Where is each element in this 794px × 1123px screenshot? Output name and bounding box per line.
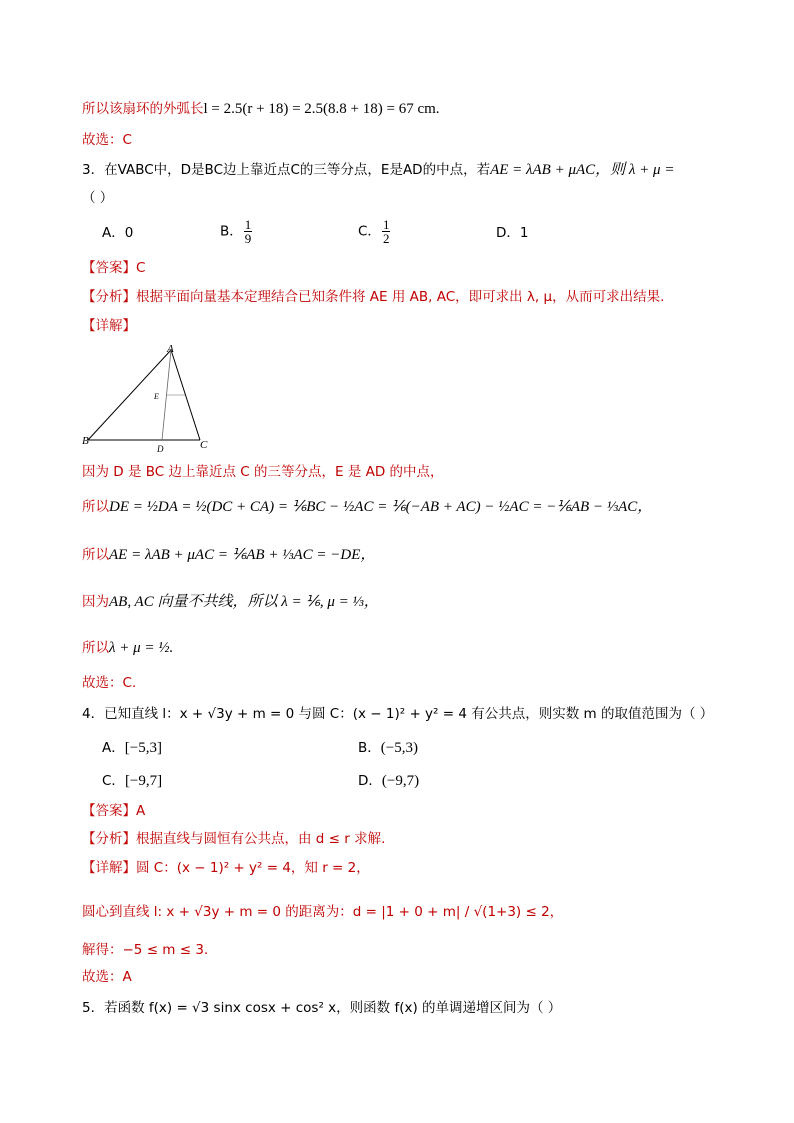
step-prefix: 所以 — [82, 547, 109, 563]
q4-step3: 解得：−5 ≤ m ≤ 3. — [82, 942, 209, 958]
q3-option-b-label: B． — [220, 223, 243, 240]
q3-option-c-frac — [382, 218, 391, 245]
step-prefix: 所以 — [82, 499, 109, 515]
q3-option-b — [220, 218, 253, 245]
q2-arc-length-line — [82, 99, 440, 119]
q3-blank: （ ） — [82, 190, 114, 206]
q3-option-c — [358, 218, 391, 245]
q4-step2: 圆心到直线 l: x + √3y + m = 0 的距离为：d = |1 + 0 + m| / √(1+3) ≤ 2， — [82, 904, 564, 920]
q3-stem-text: 3．在VABC中，D是BC边上靠近点C的三等分点，E是AD的中点，若 — [82, 162, 491, 178]
q3-answer — [82, 258, 145, 278]
answer-tag: 【答案】 — [82, 260, 136, 276]
q3-conclusion: 故选：C. — [82, 675, 137, 691]
q3-option-b-frac — [244, 218, 253, 245]
answer-value: C — [136, 260, 146, 276]
option-value: (−9,7) — [381, 773, 420, 789]
analysis-tag: 【分析】 — [82, 831, 136, 847]
q4-option-b — [358, 738, 418, 758]
label-d: D — [157, 444, 164, 454]
q5-stem: 5．若函数 f(x) = √3 sinx cosx + cos² x，则函数 f(x) 的单调递增区间为（ ） — [82, 1000, 562, 1016]
step-formula: AB, AC 向量不共线，所以 λ = ⅙, μ = ⅓， — [109, 594, 379, 610]
detail-text: 圆 C：(x − 1)² + y² = 4，知 r = 2， — [136, 860, 370, 876]
step-prefix: 所以 — [82, 640, 109, 656]
q2-answer: 故选：C — [82, 132, 132, 148]
q4-analysis — [82, 829, 385, 849]
label-c: C — [200, 439, 208, 451]
detail-tag: 【详解】 — [82, 318, 136, 334]
step-formula: λ + μ = ½. — [109, 640, 174, 656]
option-label: B． — [358, 740, 381, 756]
frac-den: 9 — [244, 231, 252, 246]
q2-formula: l = 2.5(r + 18) = 2.5(8.8 + 18) = 67 cm. — [203, 101, 440, 117]
q4-conclusion: 故选：A — [82, 969, 132, 985]
option-label: C． — [102, 773, 125, 789]
q3-step4 — [82, 592, 379, 612]
q2-text: 所以该扇环的外弧长 — [82, 101, 204, 117]
frac-den: 2 — [382, 231, 390, 246]
frac-num: 1 — [244, 217, 252, 232]
label-e: E — [154, 392, 159, 401]
option-value: [−5,3] — [124, 740, 162, 756]
analysis-text: 根据直线与圆恒有公共点，由 d ≤ r 求解. — [136, 831, 386, 847]
answer-tag: 【答案】 — [82, 803, 136, 819]
q4-option-c — [102, 771, 162, 791]
q3-option-a: A．0 — [102, 225, 134, 241]
q3-step5 — [82, 638, 173, 658]
option-value: [−9,7] — [124, 773, 163, 789]
q3-detail-tag — [82, 316, 136, 336]
q4-option-a — [102, 738, 162, 758]
analysis-tag: 【分析】 — [82, 289, 136, 305]
step-formula: DE = ½DA = ½(DC + CA) = ⅙BC − ½AC = ⅙(−AB + AC) − ½AC = −⅙AB − ⅓AC， — [109, 499, 653, 515]
step-prefix: 因为 — [82, 594, 109, 610]
q3-stem — [82, 160, 674, 180]
q3-step3 — [82, 545, 375, 565]
option-value: (−5,3) — [380, 740, 418, 756]
frac-num: 1 — [382, 217, 390, 232]
q3-option-c-label: C． — [358, 223, 381, 240]
label-a: A — [167, 343, 174, 355]
q3-analysis — [82, 287, 664, 307]
label-b: B — [82, 435, 89, 447]
q4-stem: 4．已知直线 l：x + √3y + m = 0 与圆 C：(x − 1)² + y² = 4 有公共点，则实数 m 的取值范围为（ ） — [82, 706, 714, 722]
q4-answer — [82, 801, 145, 821]
q3-step1: 因为 D 是 BC 边上靠近点 C 的三等分点，E 是 AD 的中点， — [82, 464, 444, 480]
step-formula: AE = λAB + μAC = ⅙AB + ⅓AC = −DE， — [109, 547, 376, 563]
q4-detail — [82, 858, 370, 878]
q3-option-d: D．1 — [496, 225, 529, 241]
q3-stem-formula: AE = λAB + μAC，则 λ + μ = — [490, 162, 675, 178]
q4-option-d — [358, 771, 419, 791]
analysis-text: 根据平面向量基本定理结合已知条件将 AE 用 AB, AC，即可求出 λ, μ，从而可求出结果. — [136, 289, 665, 305]
option-label: A． — [102, 740, 125, 756]
option-label: D． — [358, 773, 382, 789]
q3-step2 — [82, 497, 652, 517]
triangle-figure — [78, 340, 218, 455]
detail-tag: 【详解】 — [82, 860, 136, 876]
answer-value: A — [136, 803, 146, 819]
